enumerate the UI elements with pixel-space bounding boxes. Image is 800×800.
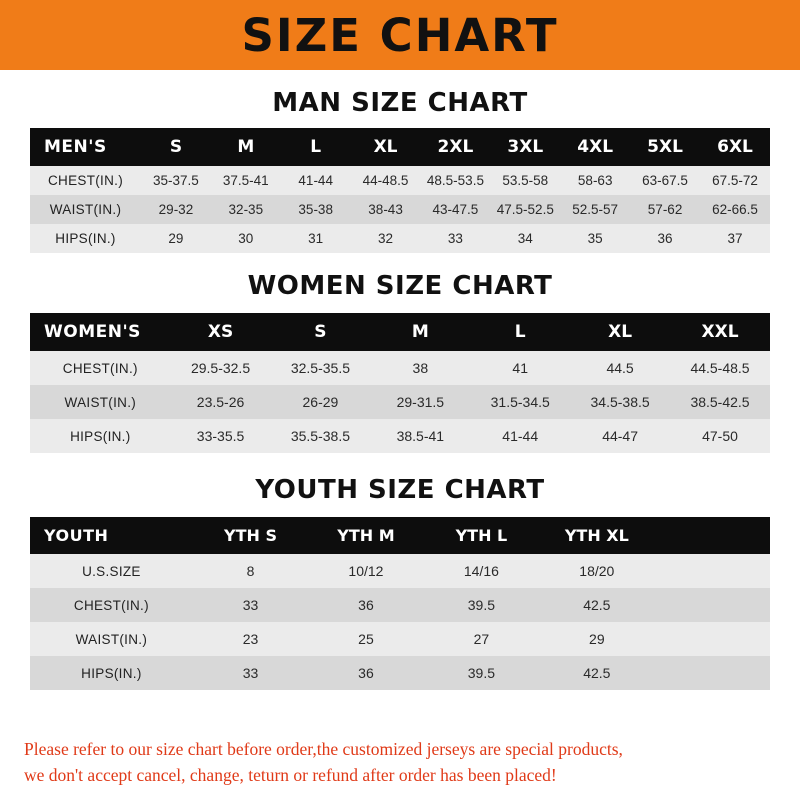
table-cell: 63-67.5 <box>630 166 700 195</box>
table-cell: 53.5-58 <box>490 166 560 195</box>
table-cell: 29 <box>141 224 211 253</box>
table-header-cell: L <box>514 322 526 342</box>
footer-note-line-2: we don't accept cancel, change, teturn or refund after order has been placed! <box>24 764 557 785</box>
table-cell: 31.5-34.5 <box>470 385 570 419</box>
man-table-wrap <box>0 128 800 253</box>
table-cell: 29.5-32.5 <box>171 351 271 385</box>
man-size-table <box>30 128 770 253</box>
table-cell: 32-35 <box>211 195 281 224</box>
table-header-cell: YTH L <box>455 526 508 545</box>
table-header-row <box>30 313 770 351</box>
table-row <box>30 554 770 588</box>
table-row <box>30 419 770 453</box>
table-header-cell: M <box>411 322 429 342</box>
table-cell: 39.5 <box>424 656 539 690</box>
table-cell: 44.5-48.5 <box>670 351 770 385</box>
table-header-cell: M <box>237 137 255 157</box>
table-header-cell: 2XL <box>437 137 474 157</box>
table-cell <box>655 588 770 622</box>
table-header-cell: S <box>314 322 327 342</box>
table-cell: 34 <box>490 224 560 253</box>
table-header-cell: YTH M <box>337 526 395 545</box>
table-header-cell: XL <box>608 322 633 342</box>
table-cell: 36 <box>308 588 423 622</box>
table-cell <box>655 622 770 656</box>
row-label: WAIST(IN.) <box>30 385 171 419</box>
table-cell: 44-47 <box>570 419 670 453</box>
man-section-heading: MAN SIZE CHART <box>272 88 528 118</box>
row-label: CHEST(IN.) <box>30 588 193 622</box>
table-cell: 37.5-41 <box>211 166 281 195</box>
table-cell <box>655 656 770 690</box>
table-cell: 31 <box>281 224 351 253</box>
table-cell: 35-37.5 <box>141 166 211 195</box>
table-cell: 35.5-38.5 <box>270 419 370 453</box>
youth-table-wrap <box>0 517 800 690</box>
table-row <box>30 351 770 385</box>
table-header-cell: WOMEN'S <box>44 322 141 342</box>
table-cell: 47.5-52.5 <box>490 195 560 224</box>
table-cell: 35 <box>560 224 630 253</box>
table-header-cell <box>655 517 770 554</box>
table-header-cell: YTH XL <box>564 526 629 545</box>
table-cell: 32 <box>351 224 421 253</box>
page-title: SIZE CHART <box>241 8 559 62</box>
table-cell: 52.5-57 <box>560 195 630 224</box>
youth-section-heading: YOUTH SIZE CHART <box>255 475 545 505</box>
table-header-cell: 5XL <box>647 137 683 157</box>
table-cell <box>655 554 770 588</box>
table-cell: 41-44 <box>470 419 570 453</box>
table-header-cell: L <box>310 137 322 157</box>
table-cell: 33 <box>421 224 491 253</box>
table-cell: 29-32 <box>141 195 211 224</box>
table-cell: 14/16 <box>424 554 539 588</box>
footer-note <box>0 737 800 788</box>
table-cell: 35-38 <box>281 195 351 224</box>
table-cell: 29 <box>539 622 654 656</box>
table-row <box>30 656 770 690</box>
table-header-cell: 3XL <box>507 137 544 157</box>
table-cell: 33 <box>193 656 308 690</box>
table-cell: 62-66.5 <box>700 195 770 224</box>
table-cell: 38 <box>370 351 470 385</box>
table-row <box>30 195 770 224</box>
row-label: HIPS(IN.) <box>30 224 141 253</box>
table-cell: 41 <box>470 351 570 385</box>
table-cell: 29-31.5 <box>370 385 470 419</box>
row-label: HIPS(IN.) <box>30 656 193 690</box>
table-cell: 44-48.5 <box>351 166 421 195</box>
table-row <box>30 588 770 622</box>
table-cell: 8 <box>193 554 308 588</box>
row-label: HIPS(IN.) <box>30 419 171 453</box>
table-cell: 27 <box>424 622 539 656</box>
table-header-cell: 6XL <box>717 137 753 157</box>
table-cell: 58-63 <box>560 166 630 195</box>
table-cell: 57-62 <box>630 195 700 224</box>
table-cell: 26-29 <box>270 385 370 419</box>
table-header-cell: YOUTH <box>44 526 109 545</box>
table-cell: 10/12 <box>308 554 423 588</box>
table-cell: 39.5 <box>424 588 539 622</box>
table-cell: 36 <box>630 224 700 253</box>
table-row <box>30 224 770 253</box>
table-header-cell: S <box>169 137 183 157</box>
table-cell: 48.5-53.5 <box>421 166 491 195</box>
row-label: U.S.SIZE <box>30 554 193 588</box>
table-cell: 23 <box>193 622 308 656</box>
table-header-row <box>30 128 770 166</box>
table-cell: 23.5-26 <box>171 385 271 419</box>
row-label: WAIST(IN.) <box>30 622 193 656</box>
table-cell: 36 <box>308 656 423 690</box>
table-row <box>30 622 770 656</box>
table-cell: 37 <box>700 224 770 253</box>
table-cell: 32.5-35.5 <box>270 351 370 385</box>
header-banner <box>0 0 800 70</box>
table-header-cell: XXL <box>701 322 739 342</box>
table-cell: 30 <box>211 224 281 253</box>
table-cell: 33 <box>193 588 308 622</box>
table-cell: 42.5 <box>539 588 654 622</box>
footer-note-line-1: Please refer to our size chart before order,the customized jerseys are special products, <box>24 739 623 760</box>
table-header-cell: 4XL <box>577 137 614 157</box>
table-cell: 25 <box>308 622 423 656</box>
table-cell: 38.5-41 <box>370 419 470 453</box>
table-cell: 18/20 <box>539 554 654 588</box>
table-cell: 67.5-72 <box>700 166 770 195</box>
women-table-wrap <box>0 313 800 453</box>
table-row <box>30 385 770 419</box>
table-header-cell: YTH S <box>224 526 277 545</box>
table-cell: 44.5 <box>570 351 670 385</box>
table-header-cell: MEN'S <box>44 137 107 157</box>
table-row <box>30 166 770 195</box>
table-cell: 41-44 <box>281 166 351 195</box>
row-label: CHEST(IN.) <box>30 166 141 195</box>
table-cell: 43-47.5 <box>421 195 491 224</box>
women-size-table <box>30 313 770 453</box>
table-cell: 42.5 <box>539 656 654 690</box>
row-label: CHEST(IN.) <box>30 351 171 385</box>
table-header-cell: XS <box>207 322 234 342</box>
table-cell: 38.5-42.5 <box>670 385 770 419</box>
women-section-heading: WOMEN SIZE CHART <box>247 271 553 301</box>
table-cell: 47-50 <box>670 419 770 453</box>
table-cell: 34.5-38.5 <box>570 385 670 419</box>
row-label: WAIST(IN.) <box>30 195 141 224</box>
table-header-cell: XL <box>373 137 398 157</box>
youth-size-table <box>30 517 770 690</box>
table-header-row <box>30 517 770 554</box>
table-cell: 33-35.5 <box>171 419 271 453</box>
table-cell: 38-43 <box>351 195 421 224</box>
